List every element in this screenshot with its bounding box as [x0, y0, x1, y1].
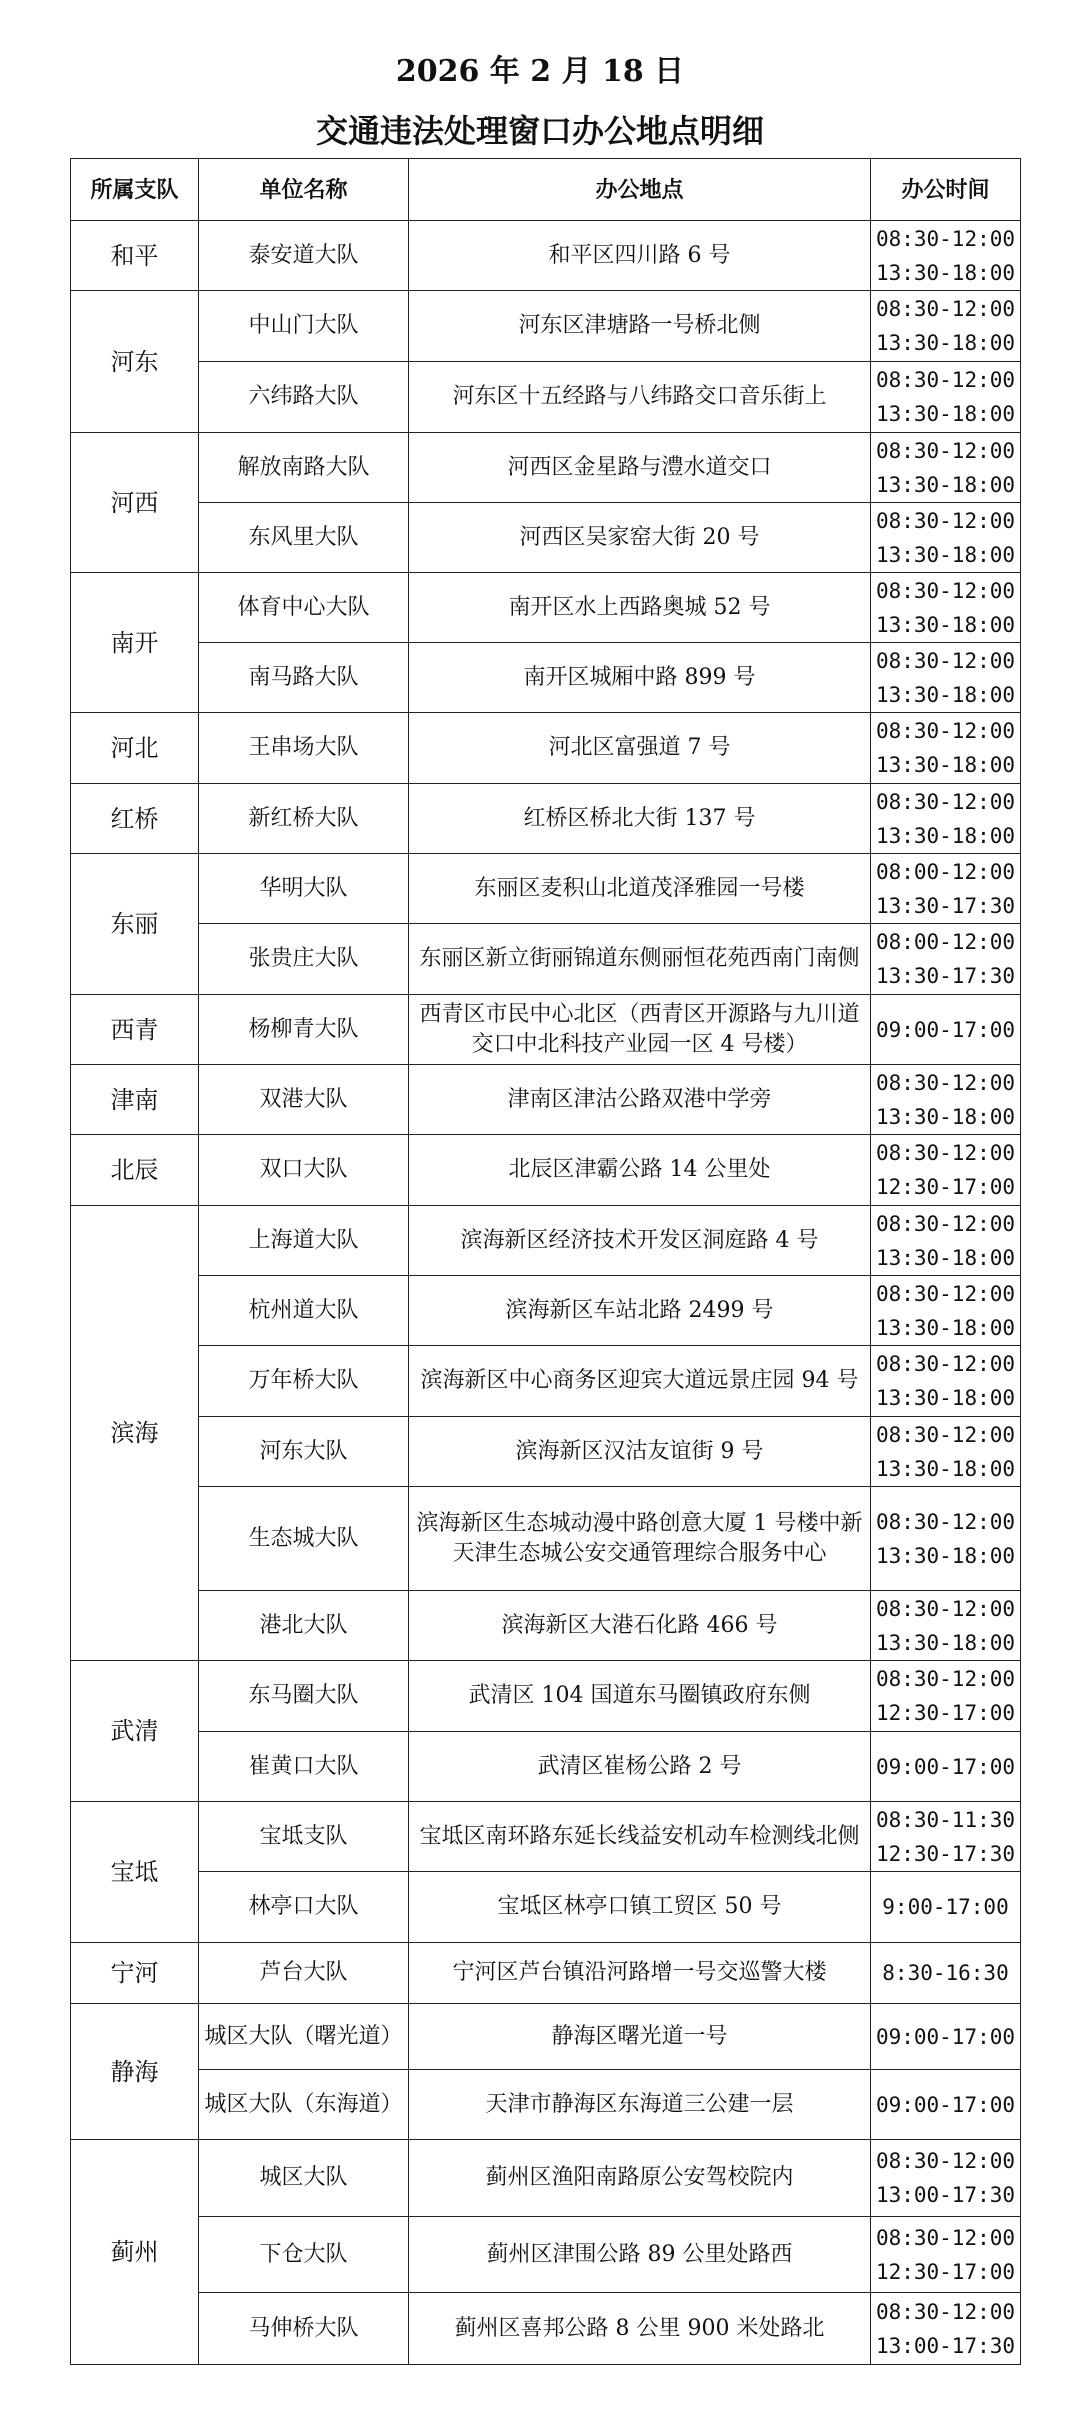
address-cell: 天津市静海区东海道三公建一层 — [409, 2070, 871, 2140]
office-hours-line: 13:30-18:00 — [875, 1245, 1016, 1270]
unit-name-cell: 下仓大队 — [199, 2217, 409, 2293]
office-hours-cell — [871, 1732, 1021, 1802]
office-hours-cell — [871, 1346, 1021, 1417]
table-row — [71, 573, 1021, 643]
office-hours-cell — [871, 221, 1021, 291]
office-hours-cell — [871, 1276, 1021, 1346]
unit-name-cell: 王串场大队 — [199, 713, 409, 784]
table-row — [71, 2070, 1021, 2140]
table-row — [71, 995, 1021, 1065]
unit-name-cell: 河东大队 — [199, 1417, 409, 1487]
office-hours-line: 08:30-12:00 — [875, 1422, 1016, 1447]
office-hours-line: 08:30-12:00 — [875, 789, 1016, 814]
office-hours-line: 08:30-12:00 — [875, 1070, 1016, 1095]
address-cell: 蓟州区渔阳南路原公安驾校院内 — [409, 2140, 871, 2217]
office-hours-line: 08:30-12:00 — [875, 226, 1016, 251]
district-cell: 津南 — [71, 1065, 199, 1135]
table-row — [71, 291, 1021, 362]
unit-name-cell: 城区大队（东海道） — [199, 2070, 409, 2140]
district-cell: 河北 — [71, 713, 199, 784]
unit-name-cell: 生态城大队 — [199, 1487, 409, 1591]
office-hours-cell — [871, 1206, 1021, 1276]
table-row — [71, 1276, 1021, 1346]
unit-name-cell: 万年桥大队 — [199, 1346, 409, 1417]
column-header-address: 办公地点 — [409, 159, 871, 221]
office-hours-line: 09:00-17:00 — [875, 2092, 1016, 2117]
column-header-unit: 单位名称 — [199, 159, 409, 221]
table-row — [71, 1872, 1021, 1943]
table-row — [71, 2293, 1021, 2365]
table-row — [71, 221, 1021, 291]
unit-name-cell: 双港大队 — [199, 1065, 409, 1135]
unit-name-cell: 东马圈大队 — [199, 1661, 409, 1732]
table-row — [71, 643, 1021, 713]
unit-name-cell: 马伸桥大队 — [199, 2293, 409, 2365]
office-hours-cell — [871, 2004, 1021, 2070]
table-row — [71, 2004, 1021, 2070]
address-cell: 滨海新区经济技术开发区洞庭路 4 号 — [409, 1206, 871, 1276]
office-hours-line: 12:30-17:30 — [875, 1841, 1016, 1866]
table-row — [71, 362, 1021, 433]
district-cell: 和平 — [71, 221, 199, 291]
unit-name-cell: 新红桥大队 — [199, 784, 409, 854]
office-hours-cell — [871, 1661, 1021, 1732]
office-hours-line: 08:30-12:00 — [875, 508, 1016, 533]
unit-name-cell: 东风里大队 — [199, 503, 409, 573]
document-date: 2026 年 2 月 18 日 — [395, 54, 685, 89]
table-row — [71, 784, 1021, 854]
district-cell: 河西 — [71, 433, 199, 573]
office-hours-line: 13:30-18:00 — [875, 260, 1016, 285]
unit-name-cell: 泰安道大队 — [199, 221, 409, 291]
district-cell: 武清 — [71, 1661, 199, 1802]
document-title: 交通违法处理窗口办公地点明细 — [315, 112, 764, 150]
office-hours-cell — [871, 1591, 1021, 1661]
office-hours-line: 12:30-17:00 — [875, 1175, 1016, 1199]
district-cell: 西青 — [71, 995, 199, 1065]
unit-name-cell: 崔黄口大队 — [199, 1732, 409, 1802]
unit-name-cell: 城区大队 — [199, 2140, 409, 2217]
address-cell: 蓟州区喜邦公路 8 公里 900 米处路北 — [409, 2293, 871, 2365]
address-cell: 宝坻区南环路东延长线益安机动车检测线北侧 — [409, 1802, 871, 1872]
unit-name-cell: 华明大队 — [199, 854, 409, 924]
office-hours-line: 08:30-12:00 — [875, 1596, 1016, 1621]
table-row — [71, 1417, 1021, 1487]
address-cell: 蓟州区津围公路 89 公里处路西 — [409, 2217, 871, 2293]
office-hours-line: 13:30-18:00 — [875, 542, 1016, 567]
address-cell: 西青区市民中心北区（西青区开源路与九川道交口中北科技产业园一区 4 号楼） — [409, 995, 871, 1065]
table-row — [71, 1065, 1021, 1135]
office-hours-line: 08:30-12:00 — [875, 1667, 1016, 1691]
district-cell: 东丽 — [71, 854, 199, 995]
office-hours-line: 12:30-17:00 — [875, 1701, 1016, 1725]
office-hours-cell — [871, 1943, 1021, 2004]
office-hours-cell — [871, 1802, 1021, 1872]
office-hours-cell — [871, 2217, 1021, 2293]
address-cell: 河北区富强道 7 号 — [409, 713, 871, 784]
address-cell: 东丽区麦积山北道茂泽雅园一号楼 — [409, 854, 871, 924]
office-hours-line: 08:00-12:00 — [875, 930, 1016, 954]
table-row — [71, 503, 1021, 573]
office-hours-cell — [871, 1872, 1021, 1943]
office-hours-cell — [871, 2140, 1021, 2217]
table-header-row — [71, 159, 1021, 221]
office-hours-line: 13:30-18:00 — [875, 331, 1016, 355]
address-cell: 东丽区新立街丽锦道东侧丽恒花苑西南门南侧 — [409, 924, 871, 995]
table-row — [71, 2217, 1021, 2293]
address-cell: 南开区城厢中路 899 号 — [409, 643, 871, 713]
office-hours-cell — [871, 854, 1021, 924]
table-row — [71, 924, 1021, 995]
office-hours-cell — [871, 643, 1021, 713]
address-cell: 南开区水上西路奥城 52 号 — [409, 573, 871, 643]
office-hours-line: 13:30-18:00 — [875, 1104, 1016, 1129]
district-cell: 宁河 — [71, 1943, 199, 2004]
district-cell: 静海 — [71, 2004, 199, 2140]
district-cell: 河东 — [71, 291, 199, 433]
office-hours-line: 13:30-18:00 — [875, 1456, 1016, 1481]
address-cell: 静海区曙光道一号 — [409, 2004, 871, 2070]
office-hours-cell — [871, 503, 1021, 573]
unit-name-cell: 杭州道大队 — [199, 1276, 409, 1346]
office-hours-line: 08:30-12:00 — [875, 1141, 1016, 1165]
office-hours-line: 13:30-18:00 — [875, 472, 1016, 497]
table-row — [71, 1802, 1021, 1872]
unit-name-cell: 宝坻支队 — [199, 1802, 409, 1872]
office-locations-table — [70, 158, 1021, 2365]
office-hours-line: 8:30-16:30 — [882, 1961, 1009, 1985]
unit-name-cell: 南马路大队 — [199, 643, 409, 713]
address-cell: 和平区四川路 6 号 — [409, 221, 871, 291]
office-hours-cell — [871, 2070, 1021, 2140]
office-hours-cell — [871, 2293, 1021, 2365]
table-row — [71, 2140, 1021, 2217]
office-hours-line: 13:00-17:30 — [875, 2333, 1016, 2358]
address-cell: 宁河区芦台镇沿河路增一号交巡警大楼 — [409, 1943, 871, 2004]
office-hours-cell — [871, 1135, 1021, 1206]
office-hours-line: 09:00-17:00 — [875, 1754, 1016, 1779]
table-row — [71, 1661, 1021, 1732]
office-hours-line: 08:30-11:30 — [875, 1807, 1016, 1832]
office-hours-line: 13:30-18:00 — [875, 682, 1016, 707]
unit-name-cell: 杨柳青大队 — [199, 995, 409, 1065]
office-hours-line: 08:30-12:00 — [875, 578, 1016, 603]
address-cell: 河东区十五经路与八纬路交口音乐街上 — [409, 362, 871, 433]
office-hours-cell — [871, 573, 1021, 643]
address-cell: 河东区津塘路一号桥北侧 — [409, 291, 871, 362]
district-cell: 宝坻 — [71, 1802, 199, 1943]
address-cell: 武清区崔杨公路 2 号 — [409, 1732, 871, 1802]
office-hours-line: 13:30-18:00 — [875, 1630, 1016, 1655]
office-hours-line: 13:00-17:30 — [875, 2183, 1016, 2207]
office-hours-cell — [871, 1487, 1021, 1591]
office-hours-line: 13:30-17:30 — [875, 964, 1016, 988]
address-cell: 武清区 104 国道东马圈镇政府东侧 — [409, 1661, 871, 1732]
address-cell: 滨海新区生态城动漫中路创意大厦 1 号楼中新天津生态城公安交通管理综合服务中心 — [409, 1487, 871, 1591]
office-hours-line: 12:30-17:00 — [875, 2259, 1016, 2284]
office-hours-line: 13:30-18:00 — [875, 1543, 1016, 1568]
office-hours-line: 08:30-12:00 — [875, 368, 1016, 392]
unit-name-cell: 林亭口大队 — [199, 1872, 409, 1943]
address-cell: 滨海新区汉沽友谊街 9 号 — [409, 1417, 871, 1487]
unit-name-cell: 芦台大队 — [199, 1943, 409, 2004]
office-hours-line: 08:30-12:00 — [875, 648, 1016, 673]
office-hours-cell — [871, 362, 1021, 433]
address-cell: 宝坻区林亭口镇工贸区 50 号 — [409, 1872, 871, 1943]
office-hours-cell — [871, 713, 1021, 784]
office-hours-line: 08:00-12:00 — [875, 859, 1016, 884]
office-hours-cell — [871, 995, 1021, 1065]
office-hours-line: 13:30-18:00 — [875, 402, 1016, 426]
office-hours-line: 08:30-12:00 — [875, 438, 1016, 463]
table-row — [71, 1487, 1021, 1591]
table-row — [71, 713, 1021, 784]
unit-name-cell: 港北大队 — [199, 1591, 409, 1661]
district-cell: 滨海 — [71, 1206, 199, 1661]
unit-name-cell: 中山门大队 — [199, 291, 409, 362]
office-hours-cell — [871, 291, 1021, 362]
office-hours-cell — [871, 433, 1021, 503]
address-cell: 河西区金星路与澧水道交口 — [409, 433, 871, 503]
address-cell: 河西区吴家窑大街 20 号 — [409, 503, 871, 573]
office-hours-cell — [871, 784, 1021, 854]
unit-name-cell: 解放南路大队 — [199, 433, 409, 503]
address-cell: 红桥区桥北大街 137 号 — [409, 784, 871, 854]
table-row — [71, 1206, 1021, 1276]
table-body — [71, 221, 1021, 2365]
table-row — [71, 1135, 1021, 1206]
office-hours-line: 13:30-18:00 — [875, 1315, 1016, 1340]
office-hours-line: 08:30-12:00 — [875, 2299, 1016, 2324]
office-hours-line: 08:30-12:00 — [875, 1211, 1016, 1236]
district-cell: 红桥 — [71, 784, 199, 854]
table-row — [71, 1591, 1021, 1661]
office-hours-line: 08:30-12:00 — [875, 297, 1016, 321]
district-cell: 北辰 — [71, 1135, 199, 1206]
address-cell: 津南区津沽公路双港中学旁 — [409, 1065, 871, 1135]
office-hours-line: 13:30-18:00 — [875, 612, 1016, 637]
office-hours-cell — [871, 1065, 1021, 1135]
unit-name-cell: 城区大队（曙光道） — [199, 2004, 409, 2070]
office-hours-line: 9:00-17:00 — [882, 1895, 1009, 1919]
address-cell: 滨海新区车站北路 2499 号 — [409, 1276, 871, 1346]
office-hours-line: 13:30-18:00 — [875, 753, 1016, 777]
column-header-hours: 办公时间 — [871, 159, 1021, 221]
office-hours-line: 13:30-18:00 — [875, 823, 1016, 848]
office-hours-line: 09:00-17:00 — [875, 2024, 1016, 2049]
table-row — [71, 1732, 1021, 1802]
office-hours-line: 08:30-12:00 — [875, 2225, 1016, 2250]
address-cell: 滨海新区大港石化路 466 号 — [409, 1591, 871, 1661]
office-hours-line: 08:30-12:00 — [875, 2149, 1016, 2173]
office-hours-line: 13:30-17:30 — [875, 893, 1016, 918]
office-hours-cell — [871, 924, 1021, 995]
unit-name-cell: 双口大队 — [199, 1135, 409, 1206]
table-row — [71, 854, 1021, 924]
column-header-district: 所属支队 — [71, 159, 199, 221]
office-hours-line: 08:30-12:00 — [875, 1509, 1016, 1534]
office-hours-line: 09:00-17:00 — [875, 1017, 1016, 1042]
address-cell: 滨海新区中心商务区迎宾大道远景庄园 94 号 — [409, 1346, 871, 1417]
office-hours-line: 08:30-12:00 — [875, 1352, 1016, 1376]
unit-name-cell: 六纬路大队 — [199, 362, 409, 433]
office-hours-line: 13:30-18:00 — [875, 1386, 1016, 1410]
table-row — [71, 1943, 1021, 2004]
office-hours-line: 08:30-12:00 — [875, 719, 1016, 743]
office-hours-cell — [871, 1417, 1021, 1487]
unit-name-cell: 张贵庄大队 — [199, 924, 409, 995]
address-cell: 北辰区津霸公路 14 公里处 — [409, 1135, 871, 1206]
table-row — [71, 1346, 1021, 1417]
office-hours-line: 08:30-12:00 — [875, 1281, 1016, 1306]
unit-name-cell: 上海道大队 — [199, 1206, 409, 1276]
unit-name-cell: 体育中心大队 — [199, 573, 409, 643]
district-cell: 蓟州 — [71, 2140, 199, 2365]
table-row — [71, 433, 1021, 503]
district-cell: 南开 — [71, 573, 199, 713]
